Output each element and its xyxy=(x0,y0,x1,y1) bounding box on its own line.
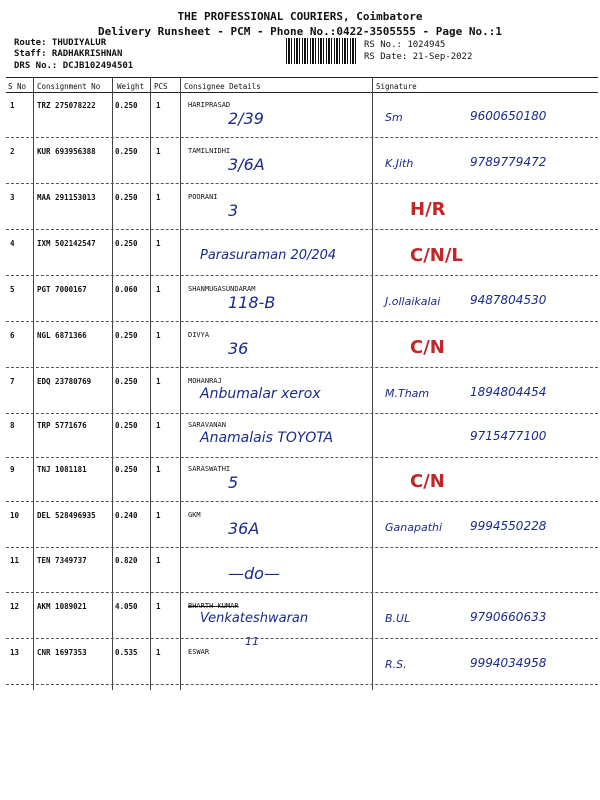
barcode xyxy=(286,38,356,64)
row-pcs: 1 xyxy=(156,331,161,340)
route: Route: THUDIYALUR xyxy=(14,38,107,48)
company-title: THE PROFESSIONAL COURIERS, Coimbatore xyxy=(177,10,423,23)
row-phone: 9487804530 xyxy=(470,293,547,307)
row-weight: 0.250 xyxy=(115,465,138,474)
row-signature: B.UL xyxy=(385,612,411,625)
row-divider xyxy=(6,183,598,184)
row-divider xyxy=(6,321,598,322)
row-consignment-no: TRP 5771676 xyxy=(37,421,87,430)
row-consignment-no: TRZ 275078222 xyxy=(37,101,96,110)
row-consignment-no: DEL 528496935 xyxy=(37,511,96,520)
row-consignment-no: AKM 1089021 xyxy=(37,602,87,611)
row-consignee-name: DIVYA xyxy=(188,331,210,339)
row-signature: M.Tham xyxy=(385,387,430,400)
row-phone: 1894804454 xyxy=(470,385,547,399)
row-consignment-no: IXM 502142547 xyxy=(37,239,96,248)
row-pcs: 1 xyxy=(156,377,161,386)
col-pcs: PCS xyxy=(154,82,168,91)
row-consignment-no: NGL 6871366 xyxy=(37,331,87,340)
drs-number: DRS No.: DCJB102494501 xyxy=(14,61,134,71)
row-weight: 0.250 xyxy=(115,421,138,430)
rs-number: RS No.: 1024945 xyxy=(364,40,446,50)
col-divider xyxy=(112,78,113,690)
row-weight: 0.060 xyxy=(115,285,138,294)
row-signature: K.Jith xyxy=(385,157,414,170)
row-stamp: C/N/L xyxy=(410,245,463,266)
runsheet-subtitle: Delivery Runsheet - PCM - Phone No.:0422-3505555 - Page No.:1 xyxy=(98,25,502,38)
row-consignee-name: BHARTH KUMAR xyxy=(188,602,239,610)
row-consignee-name: HARIPRASAD xyxy=(188,101,231,109)
row-pcs: 1 xyxy=(156,147,161,156)
row-weight: 0.250 xyxy=(115,331,138,340)
row-handwritten-address: 36 xyxy=(228,339,249,358)
row-divider xyxy=(6,413,598,414)
row-handwritten-address: —do— xyxy=(228,564,280,583)
row-weight: 0.250 xyxy=(115,101,138,110)
col-consignee: Consignee Details xyxy=(184,82,261,91)
row-consignment-no: TNJ 1081181 xyxy=(37,465,87,474)
row-consignee-name: SARASWATHI xyxy=(188,465,231,473)
row-weight: 0.820 xyxy=(115,556,138,565)
row-pcs: 1 xyxy=(156,193,161,202)
row-phone: 9789779472 xyxy=(470,155,547,169)
ditto-mark: 11 xyxy=(245,635,259,648)
row-weight: 0.250 xyxy=(115,147,138,156)
row-consignee-name: MOHANRAJ xyxy=(188,377,222,385)
row-phone: 9600650180 xyxy=(470,109,547,123)
row-handwritten-address: 118-B xyxy=(228,293,276,312)
row-consignee-name: ESWAR xyxy=(188,648,210,656)
col-divider xyxy=(372,78,373,690)
row-handwritten-address: 2/39 xyxy=(228,109,264,128)
row-pcs: 1 xyxy=(156,421,161,430)
row-phone: 9790660633 xyxy=(470,610,547,624)
row-consignment-no: MAA 291153013 xyxy=(37,193,96,202)
row-divider xyxy=(6,547,598,548)
row-phone: 9994034958 xyxy=(470,656,547,670)
row-handwritten-address: 3/6A xyxy=(228,155,265,174)
row-divider xyxy=(6,501,598,502)
row-sno: 2 xyxy=(10,147,15,156)
row-sno: 7 xyxy=(10,377,15,386)
row-consignee-name: SHANMUGASUNDARAM xyxy=(188,285,256,293)
row-weight: 0.240 xyxy=(115,511,138,520)
row-phone: 9994550228 xyxy=(470,519,547,533)
row-consignment-no: EDQ 23780769 xyxy=(37,377,92,386)
row-handwritten-address: 5 xyxy=(228,473,239,492)
row-sno: 13 xyxy=(10,648,20,657)
row-handwritten-address: 36A xyxy=(228,519,260,538)
row-sno: 4 xyxy=(10,239,15,248)
row-divider xyxy=(6,275,598,276)
row-divider xyxy=(6,638,598,639)
row-pcs: 1 xyxy=(156,285,161,294)
row-signature: J.ollaikalai xyxy=(385,295,441,308)
row-weight: 0.250 xyxy=(115,377,138,386)
row-consignment-no: TEN 7349737 xyxy=(37,556,87,565)
row-sno: 12 xyxy=(10,602,20,611)
row-weight: 4.050 xyxy=(115,602,138,611)
row-consignee-name: TAMILNIDHI xyxy=(188,147,231,155)
row-sno: 3 xyxy=(10,193,15,202)
row-pcs: 1 xyxy=(156,465,161,474)
row-handwritten-address: Venkateshwaran xyxy=(200,611,309,626)
row-signature: R.S. xyxy=(385,658,407,671)
col-signature: Signature xyxy=(376,82,417,91)
row-stamp: C/N xyxy=(410,471,445,492)
row-consignment-no: KUR 693956388 xyxy=(37,147,96,156)
row-consignee-name: SARAVANAN xyxy=(188,421,226,429)
row-weight: 0.250 xyxy=(115,239,138,248)
row-divider xyxy=(6,367,598,368)
row-pcs: 1 xyxy=(156,511,161,520)
row-consignment-no: PGT 7000167 xyxy=(37,285,87,294)
table-top-border xyxy=(6,77,598,78)
col-divider xyxy=(180,78,181,690)
header-bottom-border xyxy=(6,92,598,93)
col-weight: Weight xyxy=(117,82,145,91)
row-handwritten-address: Anbumalar xerox xyxy=(200,386,321,402)
row-sno: 8 xyxy=(10,421,15,430)
row-phone: 9715477100 xyxy=(470,429,547,443)
row-sno: 9 xyxy=(10,465,15,474)
row-handwritten-address: 3 xyxy=(228,201,239,220)
row-weight: 0.250 xyxy=(115,193,138,202)
col-sno: S No xyxy=(8,82,27,91)
rs-date: RS Date: 21-Sep-2022 xyxy=(364,52,473,62)
row-handwritten-address: Anamalais TOYOTA xyxy=(200,430,334,446)
row-weight: 0.535 xyxy=(115,648,138,657)
row-sno: 1 xyxy=(10,101,15,110)
row-stamp: H/R xyxy=(410,199,446,220)
row-consignee-name: POORANI xyxy=(188,193,218,201)
row-divider xyxy=(6,592,598,593)
row-divider xyxy=(6,457,598,458)
row-sno: 5 xyxy=(10,285,15,294)
row-pcs: 1 xyxy=(156,101,161,110)
staff: Staff: RADHAKRISHNAN xyxy=(14,49,123,59)
col-consignment: Consignment No xyxy=(37,82,101,91)
col-divider xyxy=(150,78,151,690)
row-consignee-name: GKM xyxy=(188,511,201,519)
row-pcs: 1 xyxy=(156,239,161,248)
row-signature: Sm xyxy=(385,111,403,124)
row-pcs: 1 xyxy=(156,602,161,611)
row-consignment-no: CNR 1697353 xyxy=(37,648,87,657)
row-pcs: 1 xyxy=(156,556,161,565)
row-divider xyxy=(6,137,598,138)
row-sno: 11 xyxy=(10,556,20,565)
row-sno: 10 xyxy=(10,511,20,520)
row-divider xyxy=(6,229,598,230)
row-divider xyxy=(6,684,598,685)
row-sno: 6 xyxy=(10,331,15,340)
row-handwritten-address: Parasuraman 20/204 xyxy=(200,248,337,263)
row-signature: Ganapathi xyxy=(385,521,443,534)
row-stamp: C/N xyxy=(410,337,445,358)
col-divider xyxy=(33,78,34,690)
row-pcs: 1 xyxy=(156,648,161,657)
